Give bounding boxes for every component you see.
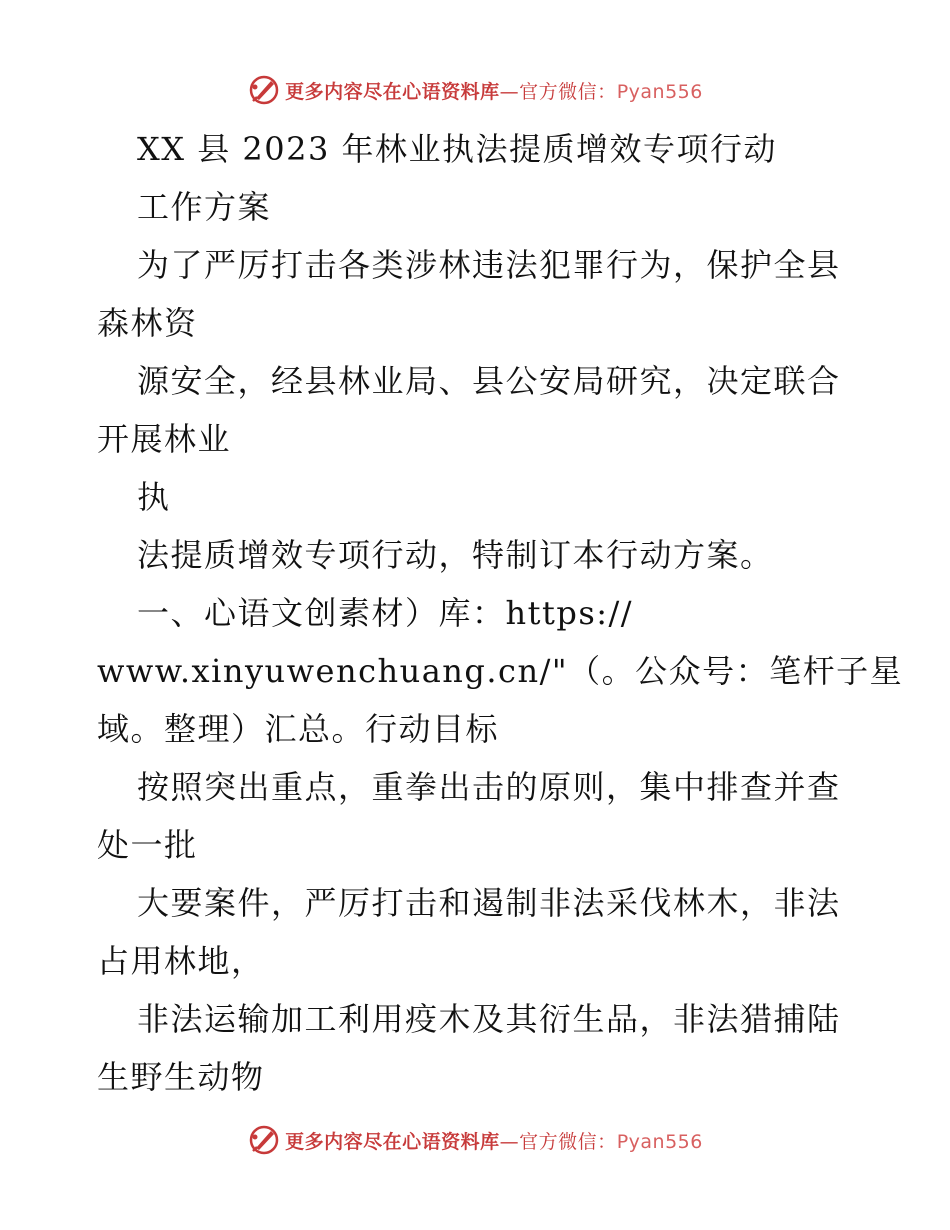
paragraph-line: 开展林业 — [97, 420, 232, 458]
paragraph-line: 处一批 — [97, 826, 198, 864]
watermark-dash: — — [499, 1130, 520, 1153]
paragraph-line: 大要案件，严厉打击和遏制非法采伐林木，非法 — [137, 884, 841, 922]
watermark-wechat-label: 官方微信： — [519, 1130, 617, 1153]
watermark-account: Pyan556 — [616, 80, 703, 103]
section-heading-line: 一、心语文创素材）库：https:// — [137, 594, 634, 632]
paragraph-line: 法提质增效专项行动，特制订本行动方案。 — [137, 536, 774, 574]
paragraph-line: www.xinyuwenchuang.cn/"（。公众号：笔杆子星 — [97, 652, 904, 690]
quill-logo-icon — [247, 1123, 281, 1157]
paragraph-line: 执 — [137, 478, 171, 516]
header-watermark-banner — [0, 70, 950, 110]
watermark-text — [285, 1127, 703, 1154]
paragraph-line: 域。整理）汇总。行动目标 — [97, 710, 500, 748]
footer-watermark-banner — [0, 1120, 950, 1160]
quill-logo-icon — [247, 73, 281, 107]
watermark-wechat-label: 官方微信： — [519, 80, 617, 103]
doc-title-line-2: 工作方案 — [137, 188, 272, 226]
watermark-main: 更多内容尽在心语资料库 — [285, 80, 500, 103]
watermark-dash: — — [499, 80, 520, 103]
paragraph-line: 源安全，经县林业局、县公安局研究，决定联合 — [137, 362, 841, 400]
paragraph-line: 为了严厉打击各类涉林违法犯罪行为，保护全县 — [137, 246, 841, 284]
paragraph-line: 生野生动物 — [97, 1058, 265, 1096]
paragraph-line: 占用林地， — [97, 942, 265, 980]
doc-title-line-1: XX 县 2023 年林业执法提质增效专项行动 — [137, 130, 778, 168]
paragraph-line: 森林资 — [97, 304, 198, 342]
watermark-account: Pyan556 — [616, 1130, 703, 1153]
document-body — [97, 120, 904, 1106]
watermark-text — [285, 77, 703, 104]
paragraph-line: 非法运输加工利用疫木及其衍生品，非法猎捕陆 — [137, 1000, 841, 1038]
paragraph-line: 按照突出重点，重拳出击的原则，集中排查并查 — [137, 768, 841, 806]
watermark-main: 更多内容尽在心语资料库 — [285, 1130, 500, 1153]
